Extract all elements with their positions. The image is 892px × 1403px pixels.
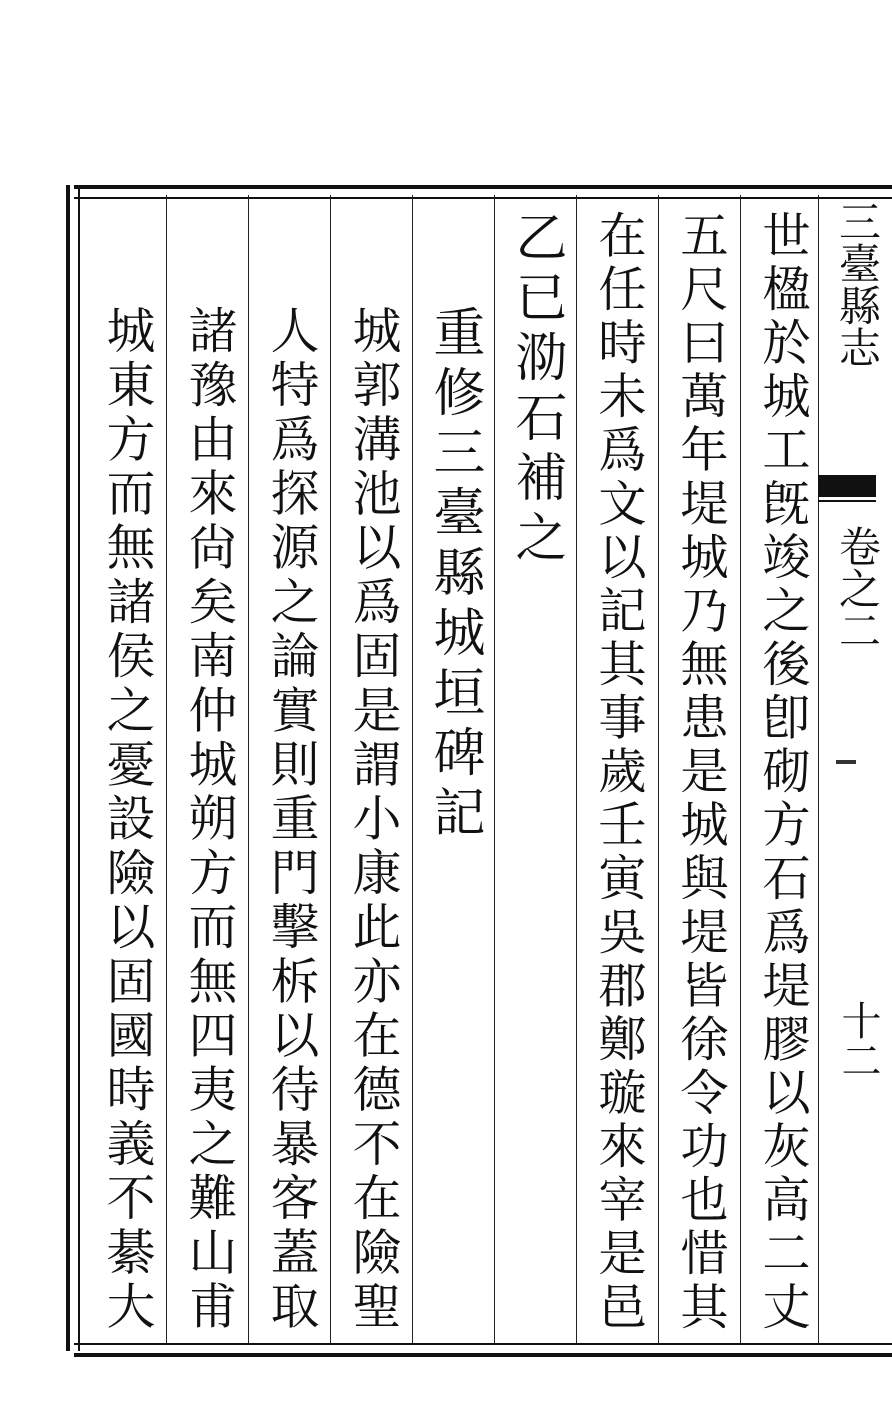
- column-rule: [494, 195, 495, 1343]
- frame-bottom-border: [74, 1343, 892, 1357]
- column-rule: [412, 195, 413, 1343]
- text-column-6: 城郭溝池以爲固是謂小康此亦在德不在險聖: [344, 305, 401, 1335]
- column-rule: [248, 195, 249, 1343]
- juan-label: 卷之二: [833, 525, 882, 651]
- frame-top-border: [74, 185, 892, 199]
- text-column-3: 在任時未爲文以記其事歲壬寅吳郡鄭璇來宰是邑: [590, 210, 646, 1335]
- column-rule: [576, 195, 577, 1343]
- page-number: 十二: [835, 1000, 881, 1080]
- column-rule: [740, 195, 741, 1343]
- book-title: 三臺縣志: [833, 200, 882, 368]
- column-rule: [330, 195, 331, 1343]
- text-column-1: 世楹於城工旣竣之後卽砌方石爲堤膠以灰高二丈: [754, 210, 810, 1335]
- text-column-7: 人特爲探源之論實則重門擊柝以待暴客蓋取: [262, 305, 319, 1335]
- text-column-8: 諸豫由來尙矣南仲城朔方而無四夷之難山甫: [180, 305, 237, 1335]
- column-rule: [658, 195, 659, 1343]
- section-heading: 重修三臺縣城垣碑記: [424, 305, 484, 845]
- fish-tail-line: [818, 500, 876, 508]
- text-column-2: 五尺曰萬年堤城乃無患是城與堤皆徐令功也惜其: [672, 210, 728, 1335]
- column-rule: [166, 195, 167, 1343]
- frame-left-border: [66, 185, 80, 1351]
- text-column-4: 乙已泐石補之: [506, 210, 566, 570]
- text-column-9: 城東方而無諸侯之憂設險以固國時義不綦大: [98, 305, 155, 1335]
- margin-mark: [836, 760, 856, 764]
- fish-tail-mark: [818, 475, 876, 497]
